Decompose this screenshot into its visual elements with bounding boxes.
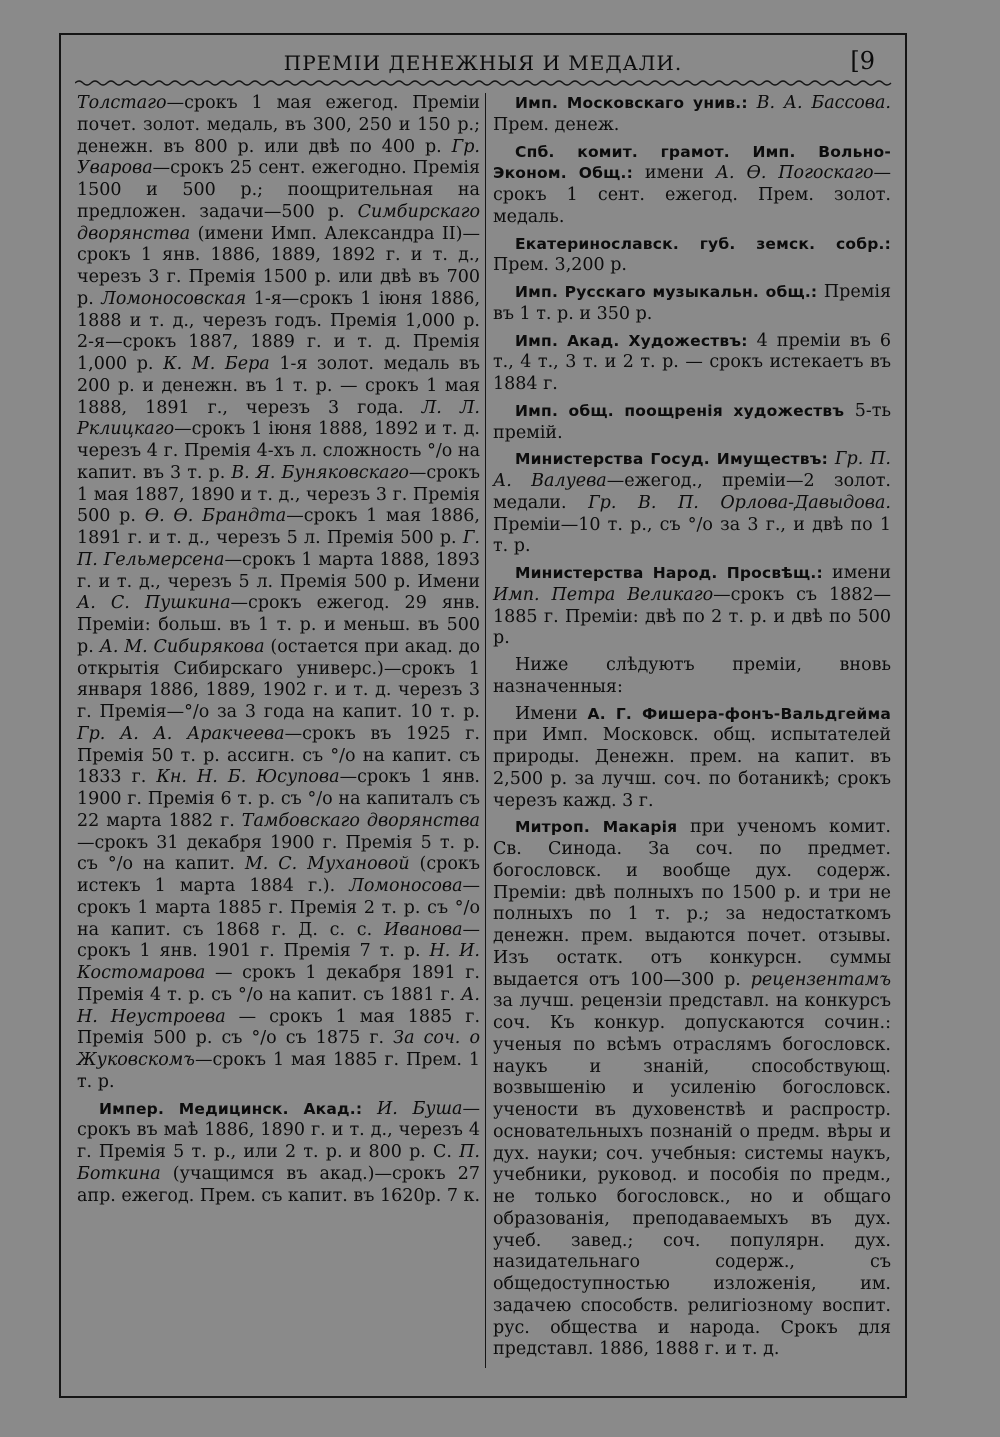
text-run: —срокъ 1 мая 1885 г. Прем. 1 т. р. [77, 1050, 480, 1092]
paragraph [493, 563, 891, 650]
text-run: 1-я—срокъ 1 іюня 1886, 1888 и т. д., черезъ годъ. Премія 1,000 р. 2-я—срокъ 1887, 1889 г. и т. д. Премія 1,000 р. [77, 288, 481, 374]
italic-name: Толстаго [77, 93, 167, 113]
paragraph [493, 93, 891, 137]
text-run: (учащимся въ акад.)—срокъ 27 апр. ежегод. Прем. съ капит. въ 1620р. 7 к. [77, 1163, 481, 1206]
column-divider [485, 93, 486, 1368]
left-column [77, 93, 480, 1207]
italic-name: Г. П. Гельмерсена [77, 528, 480, 570]
text-run: —срокъ 1 марта 1888, 1893 г. и т. д., черезъ 5 л. Премія 500 р. Имени [77, 549, 480, 592]
text-run: —срокъ 31 декабря 1900 г. Премія 5 т. р. съ °/о на капит. [77, 832, 480, 875]
text-run: 1-я золот. медаль въ 200 р. и денежн. въ 1 т. р. — срокъ 1 мая 1888, 1891 г., черезъ 3 года. [77, 354, 480, 418]
text-run: —срокъ 1 сент. ежегод. Прем. золот. медаль. [493, 163, 892, 227]
text-run: за лучш. рецензіи представл. на конкурсъ соч. Къ конкур. допускаются сочин.: ученыя по всѣмъ отраслямъ богословск. наукъ и знаній, способствующ. возвышенію и усиленію богословск. учености въ духовенствѣ и распростр. основательныхъ познаній о предм. вѣры и дух. науки; соч. учебныя: системы наукъ, учебники, руковод. и пособія по предм., не только богословск., но и общаго образованія, преподаваемыхъ въ дух. учеб. завед.; соч. популярн. дух. назидательнаго содерж., съ общедоступностью изложенія, им. задачею способств. религіозному воспит. рус. общества и народа. Срокъ для представл. 1886, 1888 г. и т. д. [493, 991, 891, 1360]
italic-name: Гр. А. А. Аракчеева [77, 723, 285, 744]
text-run: —срокъ 25 сент. ежегодно. Премія 1500 и 500 р.; поощрительная на предложен. задачи—500 р. [77, 158, 480, 222]
right-column [493, 93, 891, 1361]
italic-name: Ломоносова [349, 876, 463, 896]
italic-name: Ѳ. Ѳ. Брандта [144, 506, 287, 527]
text-run: Премія въ 1 т. р. и 350 р. [493, 282, 891, 324]
page-number: [9 [850, 47, 875, 75]
institution-heading: Министерства Народ. Просвѣщ.: [515, 564, 823, 582]
text-run: —срокъ въ 1925 г. Премія 50 т. р. ассигн. съ °/о на капит. съ 1833 г. [77, 723, 480, 788]
text-run: при Имп. Московск. общ. испытателей природы. Денежн. прем. на капит. въ 2,500 р. за лучш. соч. по ботаникѣ; срокъ черезъ кажд. 3 г. [493, 725, 891, 811]
italic-name: Гр. П. А. Валуева [493, 449, 891, 491]
paragraph [493, 817, 891, 1361]
paragraph [493, 704, 891, 813]
text-run: при ученомъ комит. Св. Синода. За соч. по предмет. богословск. и вообще дух. содерж. Преміи: двѣ полныхъ по 1500 р. и три не полныхъ по 1 т. р.; за недостаткомъ денежн. прем. выдаются почет. отзывы. Изъ остатк. отъ конкурсн. суммы выдается отъ 100—300 р. [493, 817, 891, 990]
institution-heading: Имп. Московскаго унив.: [515, 94, 748, 112]
paragraph [493, 655, 891, 699]
italic-name: В. А. Бассова. [756, 93, 891, 113]
paragraph [77, 1099, 480, 1208]
text-run: (срокъ истекъ 1 марта 1884 г.). [77, 854, 480, 896]
text-run: —срокъ 1 мая 1886, 1891 г. и т. д., черезъ 5 л. Премія 500 р. [77, 506, 480, 548]
text-run: Имени [515, 703, 588, 724]
text-run: —срокъ 1 мая 1887, 1890 и т. д., черезъ 3 г. Премія 500 р. [77, 462, 480, 527]
text-run: —срокъ 1 янв. 1901 г. Премія 7 т. р. [77, 919, 480, 962]
running-header [61, 45, 905, 79]
institution-heading: А. Г. Фишера-фонъ-Вальдгейма [587, 704, 891, 723]
text-run: Преміи—10 т. р., съ °/о за 3 г., и двѣ по 1 т. р. [493, 514, 891, 557]
text-run: —срокъ въ маѣ 1886, 1890 г. и т. д., черезъ 4 г. Премія 5 т. р., или 2 т. р. и 800 р. С. [77, 1098, 480, 1162]
text-run: — срокъ 1 мая 1885 г. Премія 500 р. съ °/о съ 1875 г. [77, 1006, 481, 1049]
text-run [748, 93, 757, 113]
italic-name: В. Я. Буняковскаго [231, 462, 409, 483]
paragraph [493, 331, 891, 396]
institution-heading: Имп. общ. поощренія художествъ [515, 401, 845, 420]
text-run: Прем. денеж. [493, 114, 620, 135]
italic-name: А. С. Пушкина [77, 593, 231, 614]
paragraph [493, 449, 891, 558]
institution-heading: Имп. Акад. Художествъ: [515, 331, 748, 350]
text-run [828, 449, 835, 469]
institution-heading: Екатеринославск. губ. земск. собр.: [515, 234, 891, 253]
italic-name: Н. И. Костомарова [77, 941, 480, 983]
italic-name: Ломоносовская [101, 288, 247, 309]
italic-name: К. М. Бера [163, 354, 270, 374]
italic-name: Кн. Н. Б. Юсупова [156, 767, 340, 788]
paragraph [77, 93, 480, 1094]
institution-heading: Импер. Медицинск. Акад.: [99, 1099, 363, 1118]
page-frame [59, 33, 907, 1398]
text-run: 4 преміи въ 6 т., 4 т., 3 т. и 2 т. р. — срокъ истекаетъ въ 1884 г. [493, 330, 891, 394]
page-title: ПРЕМІИ ДЕНЕЖНЫЯ И МЕДАЛИ. [283, 51, 683, 75]
text-run: — срокъ 1 декабря 1891 г. Премія 4 т. р. съ °/о на капит. съ 1881 г. [77, 963, 480, 1005]
italic-name: П. Боткина [77, 1142, 480, 1184]
italic-name: Иванова [383, 919, 463, 940]
text-run: —срокъ 1 мая ежегод. Преміи почет. золот. медаль, въ 300, 250 и 150 р.; денежн. въ 800 р. или двѣ по 400 р. [77, 93, 480, 157]
italic-name: М. С. Мухановой [244, 854, 410, 875]
text-run: —срокъ ежегод. 29 янв. Преміи: больш. въ 1 т. р. и меньш. въ 500 р. [77, 593, 480, 657]
text-run: —ежегод., преміи—2 золот. медали. [493, 471, 891, 513]
italic-name: А. Н. Неустроева [77, 984, 480, 1027]
paragraph [493, 142, 891, 229]
text-run: имени [822, 563, 891, 583]
italic-name: Гр. Уварова [77, 136, 480, 179]
italic-name: Л. Л. Рклицкаго [77, 397, 480, 440]
text-run: —срокъ съ 1882—1885 г. Преміи: двѣ по 2 т. р. и двѣ по 500 р. [493, 584, 891, 649]
text-run [362, 1099, 377, 1119]
italic-name: А. М. Сибирякова [99, 636, 265, 657]
italic-name: рецензентамъ [750, 969, 891, 990]
italic-name: За соч. о Жуковскомъ [77, 1028, 480, 1070]
text-run: (имени Имп. Александра II)—срокъ 1 янв. 1886, 1889, 1892 г. и т. д., черезъ 3 г. Премія 1500 р. или двѣ въ 700 р. [77, 223, 480, 309]
italic-name: А. Ѳ. Погоскаго [715, 163, 874, 184]
paragraph [493, 234, 891, 278]
text-run: Прем. 3,200 р. [493, 255, 627, 276]
text-run: —срокъ 1 марта 1885 г. Премія 2 т. р. съ °/о на капит. съ 1868 г. Д. с. с. [77, 876, 480, 940]
italic-name: Симбирскаго дворянства [77, 201, 480, 244]
text-run: —срокъ 1 іюня 1888, 1892 и т. д. черезъ 4 г. Премія 4-хъ л. сложность °/о на капит. въ 3 т. р. [77, 419, 480, 483]
italic-name: Имп. Петра Великаго [493, 584, 714, 605]
wavy-rule [75, 79, 893, 87]
italic-name: Тамбовскаго дворянства [241, 810, 480, 831]
institution-heading: Спб. комит. грамот. Имп. Вольно-Эконом. Общ.: [493, 142, 891, 183]
institution-heading: Министерства Госуд. Имуществъ: [515, 450, 828, 469]
text-run: 5-ть премій. [493, 400, 891, 443]
text-run: (остается при акад. до открытія Сибирскаго универс.)—срокъ 1 января 1886, 1889, 1902 г. и т. д. черезъ 3 г. Премія—°/о за 3 года на капит. 10 т. р. [77, 636, 480, 722]
text-run: Ниже слѣдуютъ преміи, вновь назначенныя: [493, 655, 891, 697]
text-run: имени [633, 163, 716, 184]
italic-name: Гр. В. П. Орлова-Давыдова. [588, 492, 891, 513]
institution-heading: Имп. Русскаго музыкальн. общ.: [515, 283, 818, 301]
paragraph [493, 282, 891, 326]
text-run: —срокъ 1 янв. 1900 г. Премія 6 т. р. съ °/о на капиталъ съ 22 марта 1882 г. [77, 767, 480, 831]
paragraph [493, 401, 891, 445]
institution-heading: Митроп. Макарія [515, 818, 678, 837]
italic-name: И. Буша [376, 1098, 463, 1119]
